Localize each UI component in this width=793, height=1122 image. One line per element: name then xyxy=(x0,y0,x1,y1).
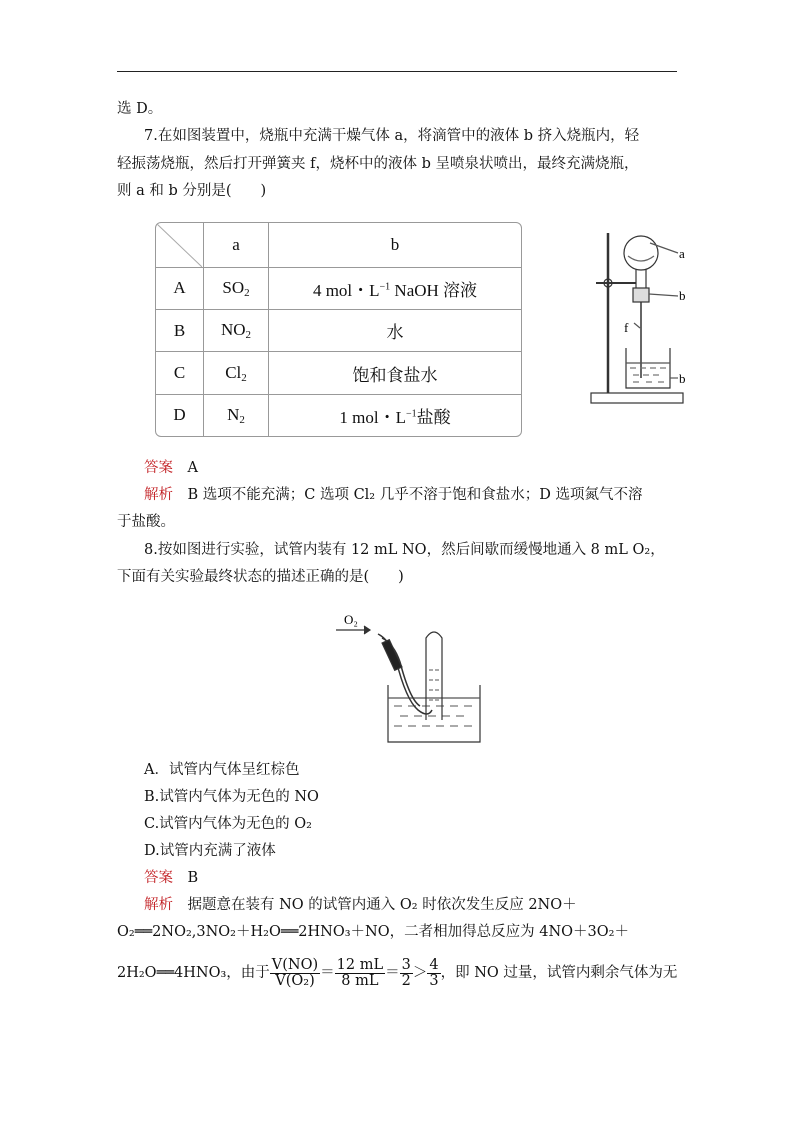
fraction-4-3: $\frac{4}{3}$ xyxy=(429,956,439,989)
row-b: 饱和食盐水 xyxy=(269,352,522,394)
fraction-ml-ratio: $\frac{12 mL}{8 mL}$ xyxy=(336,956,384,989)
q8-text-line1: 8.按如图进行实验，试管内装有 12 mL NO，然后间歇而缓慢地通入 8 mL O₂， xyxy=(144,542,665,558)
row-option: D xyxy=(156,394,204,436)
table-row xyxy=(156,267,521,309)
row-option: A xyxy=(156,267,204,309)
beaker xyxy=(388,685,480,742)
q7-analysis-line1: 解析 B 选项不能充满；C 选项 Cl₂ 几乎不溶于饱和食盐水；D 选项氮气不溶 xyxy=(144,487,643,503)
row-option: B xyxy=(156,309,204,351)
table-row xyxy=(156,352,521,394)
q8-option-a: A．试管内气体呈红棕色 xyxy=(144,762,300,778)
label-o2: O₂ xyxy=(344,612,358,627)
q8-analysis-line1: 解析 据题意在装有 NO 的试管内通入 O₂ 时依次发生反应 2NO＋ xyxy=(144,897,577,913)
header-a: a xyxy=(204,223,269,267)
stand-base xyxy=(591,393,683,403)
fraction-3-2: $\frac{3}{2}$ xyxy=(401,956,411,989)
q7-options-table xyxy=(155,222,522,437)
table-corner-cell xyxy=(156,223,204,267)
q8-analysis-line3: 2H₂O══4HNO₃，由于 $\frac{V(NO)}{\text{V(O₂)}}$ ＝ $\frac{12 mL}{8 mL}$ ＝ $\frac{3}{2}$ ＞ $\frac{4}{3}$ ，即 NO 过量，试管内剩余气体为无 xyxy=(117,956,678,989)
diagonal-line xyxy=(156,223,202,267)
fountain-apparatus-figure xyxy=(588,228,693,408)
label-b2: b xyxy=(679,371,686,386)
label-f: f xyxy=(624,320,629,335)
q7-text-line1: 7.在如图装置中，烧瓶中充满干燥气体 a，将滴管中的液体 b 挤入烧瓶内，轻 xyxy=(144,128,640,144)
row-b: 4 mol・$L^{-1}$ NaOH 溶液 xyxy=(269,267,522,309)
test-tube-figure xyxy=(318,600,496,746)
row-option: C xyxy=(156,352,204,394)
row-a: $Cl_2$ xyxy=(204,352,269,394)
row-a: $SO_2$ xyxy=(204,267,269,309)
q8-option-d: D.试管内充满了液体 xyxy=(144,843,276,859)
q7-text-line2: 轻振荡烧瓶，然后打开弹簧夹 f，烧杯中的液体 b 呈喷泉状喷出，最终充满烧瓶， xyxy=(117,156,639,172)
row-b: 1 mol・$L^{-1}$盐酸 xyxy=(269,394,522,436)
row-a: $NO_2$ xyxy=(204,309,269,351)
q7-analysis-line2: 于盐酸。 xyxy=(117,514,175,530)
header-b: b xyxy=(269,223,522,267)
q8-answer-line: 答案 B xyxy=(144,870,199,886)
label-a: a xyxy=(679,246,685,261)
q7-answer-line: 答案 A xyxy=(144,460,198,476)
q7-text-line3: 则 a 和 b 分别是( ) xyxy=(117,183,267,199)
table-row xyxy=(156,309,521,351)
prev-answer-tail: 选 D。 xyxy=(117,101,163,117)
header-rule xyxy=(117,71,677,72)
label-b1: b xyxy=(679,288,686,303)
row-b: 水 xyxy=(269,309,522,351)
q8-analysis-line2: O₂══2NO₂,3NO₂＋H₂O══2HNO₃＋NO，二者相加得总反应为 4NO＋3O₂＋ xyxy=(117,924,629,940)
q8-option-b: B.试管内气体为无色的 NO xyxy=(144,789,319,805)
flask xyxy=(624,236,658,270)
q8-option-c: C.试管内气体为无色的 O₂ xyxy=(144,816,312,832)
test-tube xyxy=(426,632,442,720)
table-row xyxy=(156,394,521,436)
q8-text-line2: 下面有关实验最终状态的描述正确的是( ) xyxy=(117,569,404,585)
fraction-v-ratio: $\frac{V(NO)}{\text{V(O₂)}}$ xyxy=(271,956,319,989)
row-a: $N_2$ xyxy=(204,394,269,436)
